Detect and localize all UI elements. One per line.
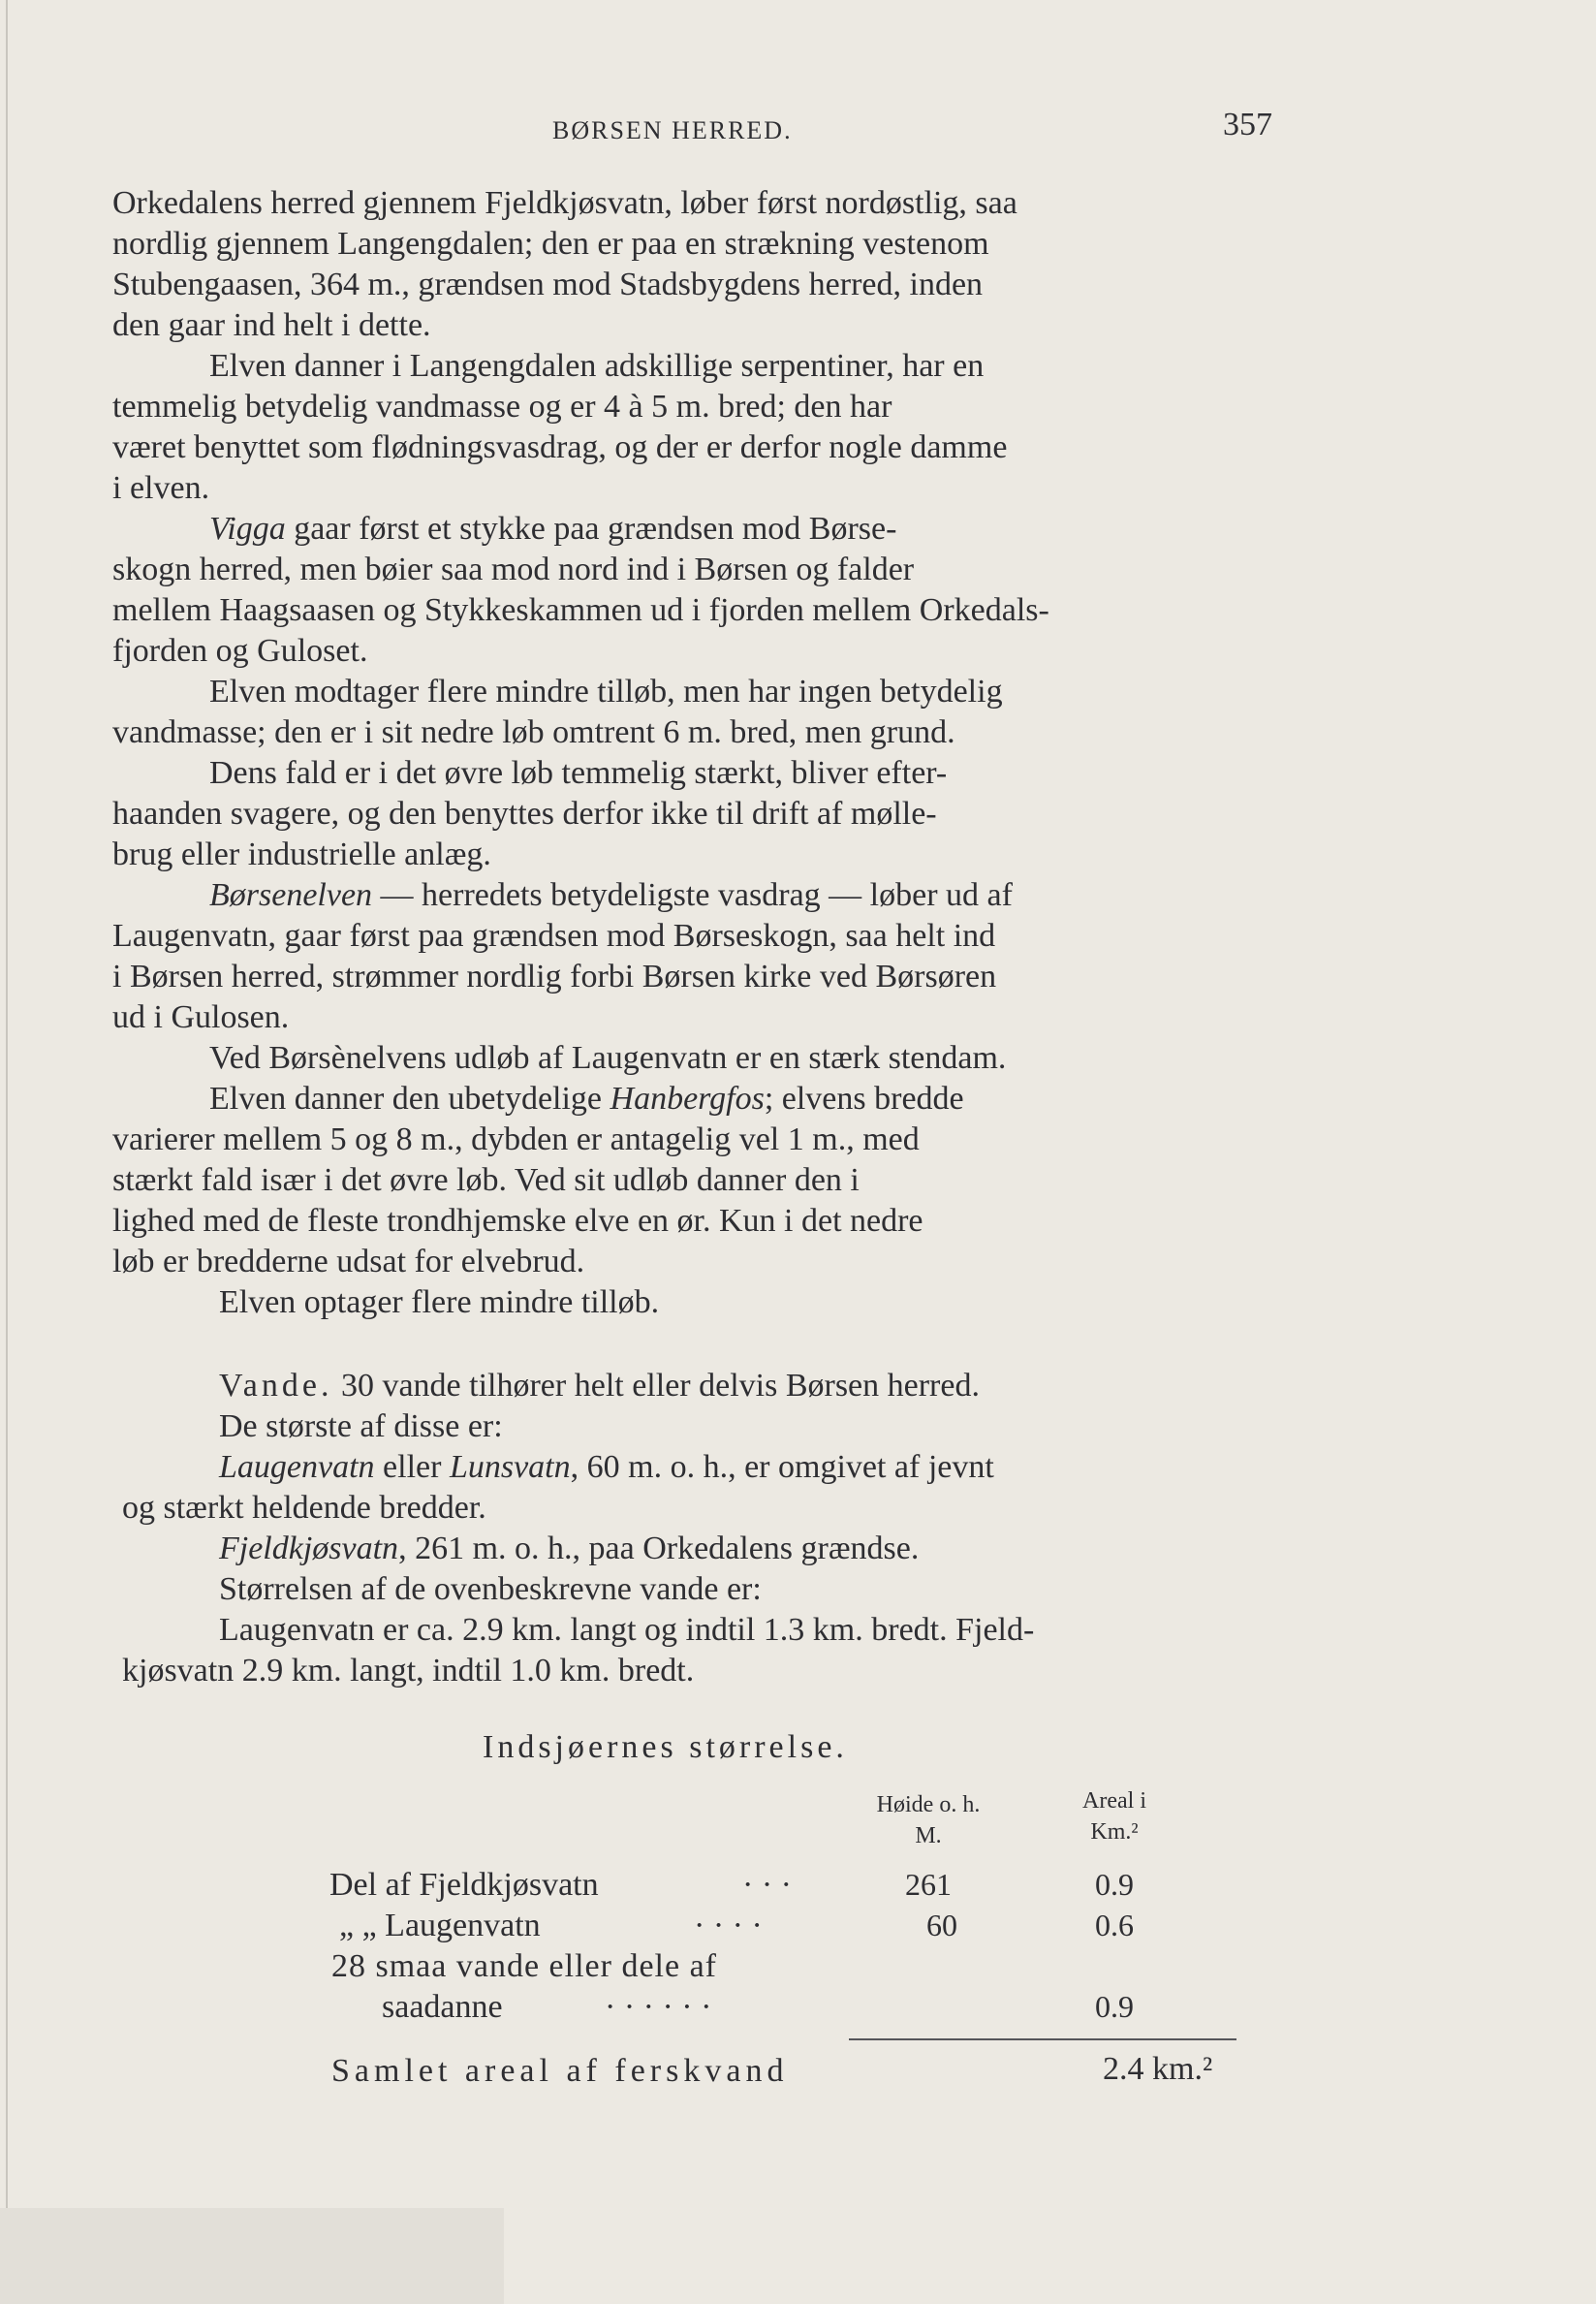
text-line: Størrelsen af de ovenbeskrevne vande er: [219, 1571, 762, 1607]
column-header-line: Areal i [1082, 1788, 1146, 1814]
row-leader-dots: · · · · · · [605, 1989, 712, 2025]
running-head: BØRSEN HERRED. [552, 116, 793, 144]
sum-rule [849, 2038, 1236, 2040]
text-line [219, 1448, 994, 1487]
text-line: Ved Børsènelvens udløb af Laugenvatn er en stærk stendam. [209, 1040, 1007, 1076]
text-line: været benyttet som flødningsvasdrag, og der er derfor nogle damme [112, 429, 1008, 465]
text-line: i elven. [112, 470, 210, 506]
lake-name-fjeldkjosvatn: Fjeldkjøsvatn [219, 1531, 399, 1566]
row-label: saadanne [382, 1989, 503, 2025]
text-span: ; elvens bredde [764, 1081, 964, 1117]
table-title: Indsjøernes størrelse. [483, 1729, 848, 1765]
total-value: 2.4 km.² [1103, 2051, 1213, 2087]
row-area-value: 0.6 [1095, 1908, 1134, 1942]
text-line: stærkt fald især i det øvre løb. Ved sit udløb danner den i [112, 1162, 860, 1198]
text-span: Elven danner den ubetydelige [209, 1081, 603, 1117]
text-line: ud i Gulosen. [112, 999, 290, 1035]
section-label-vande: Vande. [219, 1368, 333, 1404]
text-line: haanden svagere, og den benyttes derfor ikke til drift af mølle- [112, 796, 937, 832]
text-line: den gaar ind helt i dette. [112, 307, 431, 343]
row-leader-dots: · · · · [694, 1908, 763, 1943]
text-line: temmelig betydelig vandmasse og er 4 à 5 m. bred; den har [112, 389, 892, 425]
text-span: eller [383, 1449, 442, 1485]
total-label: Samlet areal af ferskvand [331, 2053, 789, 2089]
page-header [0, 107, 1596, 155]
row-label: Del af Fjeldkjøsvatn [329, 1867, 599, 1903]
text-span: gaar først et stykke paa grændsen mod Børse- [294, 511, 897, 547]
lake-name-laugenvatn: Laugenvatn [219, 1449, 375, 1485]
text-line: Stubengaasen, 364 m., grændsen mod Stadsbygdens herred, inden [112, 267, 984, 302]
column-header-height [841, 1789, 1016, 1851]
text-line: Laugenvatn, gaar først paa grændsen mod Børseskogn, saa helt ind [112, 918, 996, 954]
text-line [219, 1530, 919, 1568]
text-line: Laugenvatn er ca. 2.9 km. langt og indtil 1.3 km. bredt. Fjeld- [219, 1612, 1035, 1648]
row-height-value: 261 [905, 1867, 952, 1902]
lake-name-lunsvatn: Lunsvatn [449, 1449, 571, 1485]
text-span: — herredets betydeligste vasdrag — løber ud af [380, 877, 1013, 913]
river-name-borsenelven: Børsenelven [209, 877, 373, 913]
text-line: lighed med de fleste trondhjemske elve en ør. Kun i det nedre [112, 1203, 923, 1239]
text-line: vandmasse; den er i sit nedre løb omtrent 6 m. bred, men grund. [112, 714, 955, 750]
text-line: varierer mellem 5 og 8 m., dybden er antagelig vel 1 m., med [112, 1121, 920, 1157]
page-number: 357 [1223, 107, 1272, 142]
text-line [219, 1367, 980, 1405]
text-line: Dens fald er i det øvre løb temmelig stærkt, bliver efter- [209, 755, 948, 791]
text-line: Elven modtager flere mindre tilløb, men har ingen betydelig [209, 674, 1003, 710]
waterfall-name-hanbergfos: Hanbergfos [610, 1081, 765, 1117]
text-span: , 60 m. o. h., er omgivet af jevnt [570, 1449, 994, 1485]
row-label: 28 smaa vande eller dele af [331, 1948, 717, 1984]
text-line: Elven danner i Langengdalen adskillige serpentiner, har en [209, 348, 985, 384]
text-line: brug eller industrielle anlæg. [112, 836, 491, 872]
page-edge-line [6, 0, 8, 2304]
text-line [209, 510, 896, 549]
text-line: mellem Haagsaasen og Stykkeskammen ud i fjorden mellem Orkedals- [112, 592, 1049, 628]
text-line: fjorden og Guloset. [112, 633, 368, 669]
river-name-vigga: Vigga [209, 511, 286, 547]
column-header-area [1047, 1785, 1182, 1847]
text-span: , 261 m. o. h., paa Orkedalens grændse. [398, 1531, 920, 1566]
text-span: 30 vande tilhører helt eller delvis Børsen herred. [340, 1368, 980, 1404]
column-header-line: Høide o. h. [876, 1792, 981, 1817]
text-line: og stærkt heldende bredder. [122, 1490, 486, 1526]
column-header-line: M. [915, 1823, 942, 1848]
text-line: nordlig gjennem Langengdalen; den er paa en strækning vestenom [112, 226, 989, 262]
text-line: Orkedalens herred gjennem Fjeldkjøsvatn, løber først nordøstlig, saa [112, 185, 1017, 221]
text-line: kjøsvatn 2.9 km. langt, indtil 1.0 km. bredt. [122, 1653, 695, 1689]
row-height-value: 60 [926, 1908, 957, 1942]
text-line: løb er bredderne udsat for elvebrud. [112, 1244, 585, 1279]
column-header-line: Km.² [1090, 1819, 1139, 1845]
text-line: De største af disse er: [219, 1408, 503, 1444]
row-label: „ „ Laugenvatn [339, 1908, 541, 1943]
text-line: Elven optager flere mindre tilløb. [219, 1284, 660, 1320]
page-corner-shade [0, 2208, 504, 2304]
row-area-value: 0.9 [1095, 1989, 1134, 2024]
text-line: i Børsen herred, strømmer nordlig forbi Børsen kirke ved Børsøren [112, 959, 997, 994]
text-line: skogn herred, men bøier saa mod nord ind i Børsen og falder [112, 552, 915, 587]
row-area-value: 0.9 [1095, 1867, 1134, 1902]
text-line [209, 876, 1013, 915]
row-leader-dots: · · · [742, 1867, 792, 1903]
text-line [209, 1080, 964, 1119]
